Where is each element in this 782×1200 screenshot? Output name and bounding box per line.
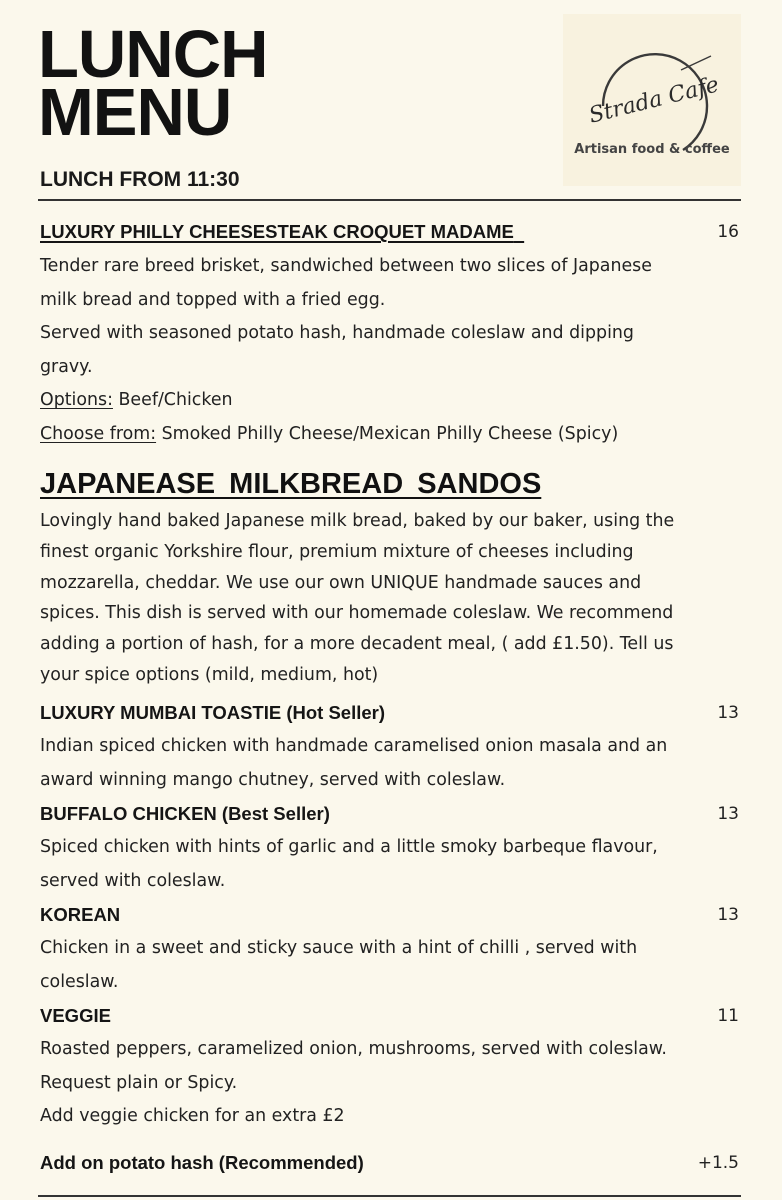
- menu-item-description: [40, 730, 740, 797]
- bottom-divider: [38, 1195, 741, 1197]
- description-line: Spiced chicken with hints of garlic and a little smoky barbeque flavour,: [40, 837, 658, 857]
- description-line: Chicken in a sweet and sticky sauce with a hint of chilli , served with: [40, 938, 638, 958]
- menu-item-price: 13: [717, 703, 739, 723]
- menu-item-price: 13: [717, 905, 739, 925]
- description-line: Served with seasoned potato hash, handmade coleslaw and dipping: [40, 323, 634, 344]
- intro-line: Lovingly hand baked Japanese milk bread, baked by our baker, using the: [40, 511, 675, 531]
- description-line: milk bread and topped with a fried egg.: [40, 289, 386, 310]
- intro-line: adding a portion of hash, for a more decadent meal, ( add £1.50). Tell us: [40, 634, 674, 655]
- section-intro: [40, 506, 740, 691]
- addon-label: Add on potato hash (Recommended): [40, 1152, 364, 1173]
- title-line-2: MENU: [38, 75, 232, 150]
- menu-item-name: VEGGIE: [40, 1005, 111, 1026]
- section-title: JAPANEASE MILKBREAD SANDOS: [40, 468, 542, 500]
- cafe-logo: [563, 14, 741, 186]
- menu-item-description: [40, 932, 740, 999]
- choose-label: Choose from:: [40, 423, 157, 444]
- description-line: coleslaw.: [40, 971, 119, 992]
- description-line: Roasted peppers, caramelized onion, mushrooms, served with coleslaw.: [40, 1039, 667, 1059]
- options-label: Options:: [40, 390, 113, 411]
- options-line: [40, 384, 740, 418]
- menu-item-name: KOREAN: [40, 904, 121, 925]
- description-line: served with coleslaw.: [40, 870, 226, 891]
- menu-item-name: LUXURY PHILLY CHEESESTEAK CROQUET MADAME: [40, 221, 514, 242]
- description-line: Tender rare breed brisket, sandwiched between two slices of Japanese: [40, 256, 652, 276]
- description-line: gravy.: [40, 356, 93, 377]
- description-line: Request plain or Spicy.: [40, 1072, 238, 1093]
- intro-line: your spice options (mild, medium, hot): [40, 664, 379, 685]
- page-title: [38, 17, 268, 150]
- menu-item-price: 16: [717, 222, 739, 242]
- choose-line: [40, 418, 740, 452]
- intro-line: spices. This dish is served with our homemade coleslaw. We recommend: [40, 603, 674, 624]
- description-line: award winning mango chutney, served with coleslaw.: [40, 769, 506, 790]
- underline-extension: [514, 221, 524, 242]
- logo-script-text: Strada Cafe: [586, 72, 722, 129]
- lunch-time-subtitle: LUNCH FROM 11:30: [40, 168, 240, 191]
- menu-item-description: [40, 1033, 740, 1134]
- menu-item-price: 13: [717, 804, 739, 824]
- menu-item-price: 11: [717, 1006, 739, 1026]
- menu-item-name: BUFFALO CHICKEN (Best Seller): [40, 803, 330, 824]
- description-line: Add veggie chicken for an extra £2: [40, 1106, 345, 1127]
- top-divider: [38, 199, 741, 201]
- intro-line: finest organic Yorkshire flour, premium mixture of cheeses including: [40, 541, 634, 562]
- description-line: Indian spiced chicken with handmade caramelised onion masala and an: [40, 736, 668, 756]
- options-value: Beef/Chicken: [112, 390, 233, 411]
- menu-item-name: LUXURY MUMBAI TOASTIE (Hot Seller): [40, 702, 386, 723]
- menu-item-description: [40, 250, 740, 452]
- menu-item-header: [40, 220, 740, 244]
- intro-line: mozzarella, cheddar. We use our own UNIQUE handmade sauces and: [40, 572, 642, 593]
- title-line-1: LUNCH: [38, 17, 268, 92]
- menu-item-description: [40, 831, 740, 898]
- choose-value: Smoked Philly Cheese/Mexican Philly Cheese (Spicy): [156, 423, 619, 444]
- addon-price: +1.5: [697, 1153, 739, 1173]
- logo-tagline: Artisan food & coffee: [574, 142, 730, 157]
